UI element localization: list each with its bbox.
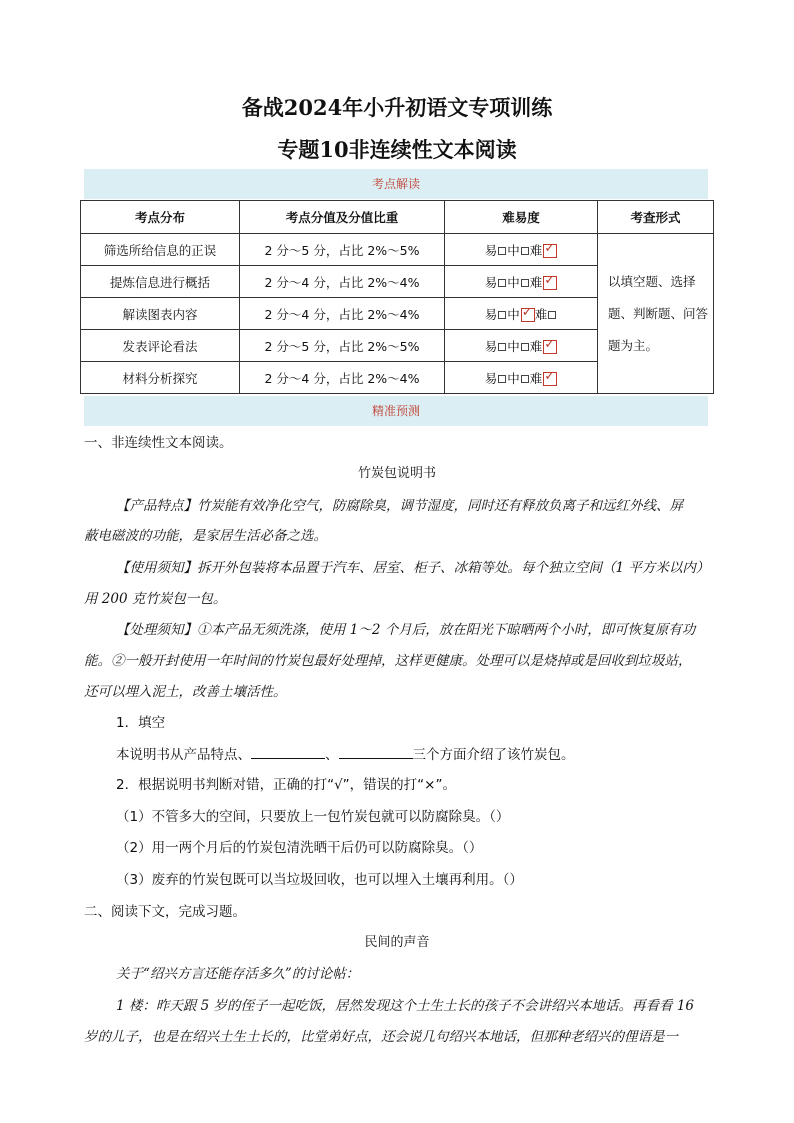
exam-point-table <box>80 200 714 394</box>
section-band-analysis: 考点解读 <box>84 169 708 199</box>
document-title: 备战2024年小升初语文专项训练 <box>241 95 553 120</box>
table-cell-topic: 材料分析探究 <box>81 362 240 394</box>
difficulty-label: 易 <box>484 274 498 290</box>
paragraph-line: 蔽电磁波的功能，是家居生活必备之选。 <box>84 528 327 544</box>
table-header: 考点分布 <box>81 201 240 234</box>
paragraph-line: 关于“绍兴方言还能存活多久”的讨论帖： <box>116 966 360 982</box>
table-row <box>81 234 714 266</box>
table-header-row <box>81 201 714 234</box>
table-header: 难易度 <box>445 201 598 234</box>
paragraph-line: 用 200 克竹炭包一包。 <box>84 591 227 607</box>
paragraph-line: 【产品特点】竹炭能有效净化空气，防腐除臭，调节湿度，同时还有释放负离子和远红外线、屏 <box>116 498 683 514</box>
difficulty-label: 易 <box>484 242 498 258</box>
empty-box-icon <box>498 247 506 255</box>
checked-box-icon <box>543 340 557 354</box>
difficulty-label: 中 <box>507 370 520 386</box>
section-heading-2: 二、阅读下文，完成习题。 <box>84 904 246 920</box>
fill-in-question <box>116 744 575 765</box>
question-text: 、 <box>325 747 339 763</box>
checked-box-icon <box>543 244 557 258</box>
table-cell-score: 2 分～4 分，占比 2%～4% <box>240 362 445 394</box>
difficulty-label: 难 <box>529 370 543 386</box>
judgement-item: （2）用一两个月后的竹炭包清洗晒干后仍可以防腐除臭。（） <box>116 840 483 856</box>
difficulty-label: 中 <box>507 338 520 354</box>
empty-box-icon <box>521 247 529 255</box>
difficulty-label: 易 <box>484 338 498 354</box>
difficulty-label: 中 <box>507 274 520 290</box>
empty-box-icon <box>521 343 529 351</box>
paragraph-line: 能。②一般开封使用一年时间的竹炭包最好处理掉，这样更健康。处理可以是烧掉或是回收到垃圾站， <box>84 653 692 669</box>
empty-box-icon <box>498 375 506 383</box>
section-heading-1: 一、非连续性文本阅读。 <box>84 435 233 451</box>
difficulty-label: 难 <box>529 242 543 258</box>
question-number: 1．填空 <box>116 715 166 731</box>
empty-box-icon <box>498 279 506 287</box>
empty-box-icon <box>521 375 529 383</box>
difficulty-cell <box>445 298 598 330</box>
empty-box-icon <box>498 311 506 319</box>
judgement-item: （3）废弃的竹炭包既可以当垃圾回收，也可以埋入土壤再利用。（） <box>116 872 523 888</box>
checked-box-icon <box>543 372 557 386</box>
difficulty-cell <box>445 266 598 298</box>
answer-blank[interactable] <box>339 744 413 759</box>
table-cell-score: 2 分～5 分，占比 2%～5% <box>240 234 445 266</box>
section-band-prediction: 精准预测 <box>84 396 708 426</box>
difficulty-label: 难 <box>529 274 543 290</box>
difficulty-label: 易 <box>484 306 498 322</box>
table-header: 考点分值及分值比重 <box>240 201 445 234</box>
question-form-cell: 以填空题、选择题、判断题、问答题为主。 <box>598 234 714 394</box>
table-cell-score: 2 分～5 分，占比 2%～5% <box>240 330 445 362</box>
table-header: 考查形式 <box>598 201 714 234</box>
table-cell-topic: 提炼信息进行概括 <box>81 266 240 298</box>
difficulty-label: 易 <box>484 370 498 386</box>
empty-box-icon <box>498 343 506 351</box>
paragraph-line: 岁的儿子，也是在绍兴土生土长的，比堂弟好点，还会说几句绍兴本地话，但那种老绍兴的俚语是一 <box>84 1029 678 1045</box>
difficulty-label: 难 <box>529 338 543 354</box>
table-cell-score: 2 分～4 分，占比 2%～4% <box>240 298 445 330</box>
table-cell-topic: 发表评论看法 <box>81 330 240 362</box>
table-cell-topic: 解读图表内容 <box>81 298 240 330</box>
judgement-item: （1）不管多大的空间，只要放上一包竹炭包就可以防腐除臭。（） <box>116 809 510 825</box>
question-text: 本说明书从产品特点、 <box>116 747 251 763</box>
paragraph-line: 1 楼：昨天跟 5 岁的侄子一起吃饭，居然发现这个土生土长的孩子不会讲绍兴本地话。再看看 16 <box>116 998 695 1014</box>
difficulty-label: 难 <box>534 306 548 322</box>
document-subtitle: 专题10非连续性文本阅读 <box>277 137 517 162</box>
empty-box-icon <box>548 311 556 319</box>
difficulty-label: 中 <box>507 306 520 322</box>
paragraph-line: 【处理须知】①本产品无须洗涤，使用 1～2 个月后，放在阳光下晾晒两个小时，即可恢复原有功 <box>116 622 696 638</box>
difficulty-label: 中 <box>507 242 520 258</box>
answer-blank[interactable] <box>251 744 325 759</box>
difficulty-cell <box>445 362 598 394</box>
table-cell-score: 2 分～4 分，占比 2%～4% <box>240 266 445 298</box>
question-text: 三个方面介绍了该竹炭包。 <box>412 747 575 763</box>
difficulty-cell <box>445 330 598 362</box>
paragraph-line: 还可以埋入泥土，改善土壤活性。 <box>84 684 287 700</box>
difficulty-cell <box>445 234 598 266</box>
table-cell-topic: 筛选所给信息的正误 <box>81 234 240 266</box>
checked-box-icon <box>543 276 557 290</box>
checked-box-icon <box>521 308 535 322</box>
passage-title-1: 竹炭包说明书 <box>357 466 436 481</box>
empty-box-icon <box>521 279 529 287</box>
question-number: 2．根据说明书判断对错，正确的打“√”，错误的打“×”。 <box>116 777 456 793</box>
paragraph-line: 【使用须知】拆开外包装将本品置于汽车、居室、柜子、冰箱等处。每个独立空间（1 平方米以内） <box>116 560 710 576</box>
passage-title-2: 民间的声音 <box>364 935 430 950</box>
